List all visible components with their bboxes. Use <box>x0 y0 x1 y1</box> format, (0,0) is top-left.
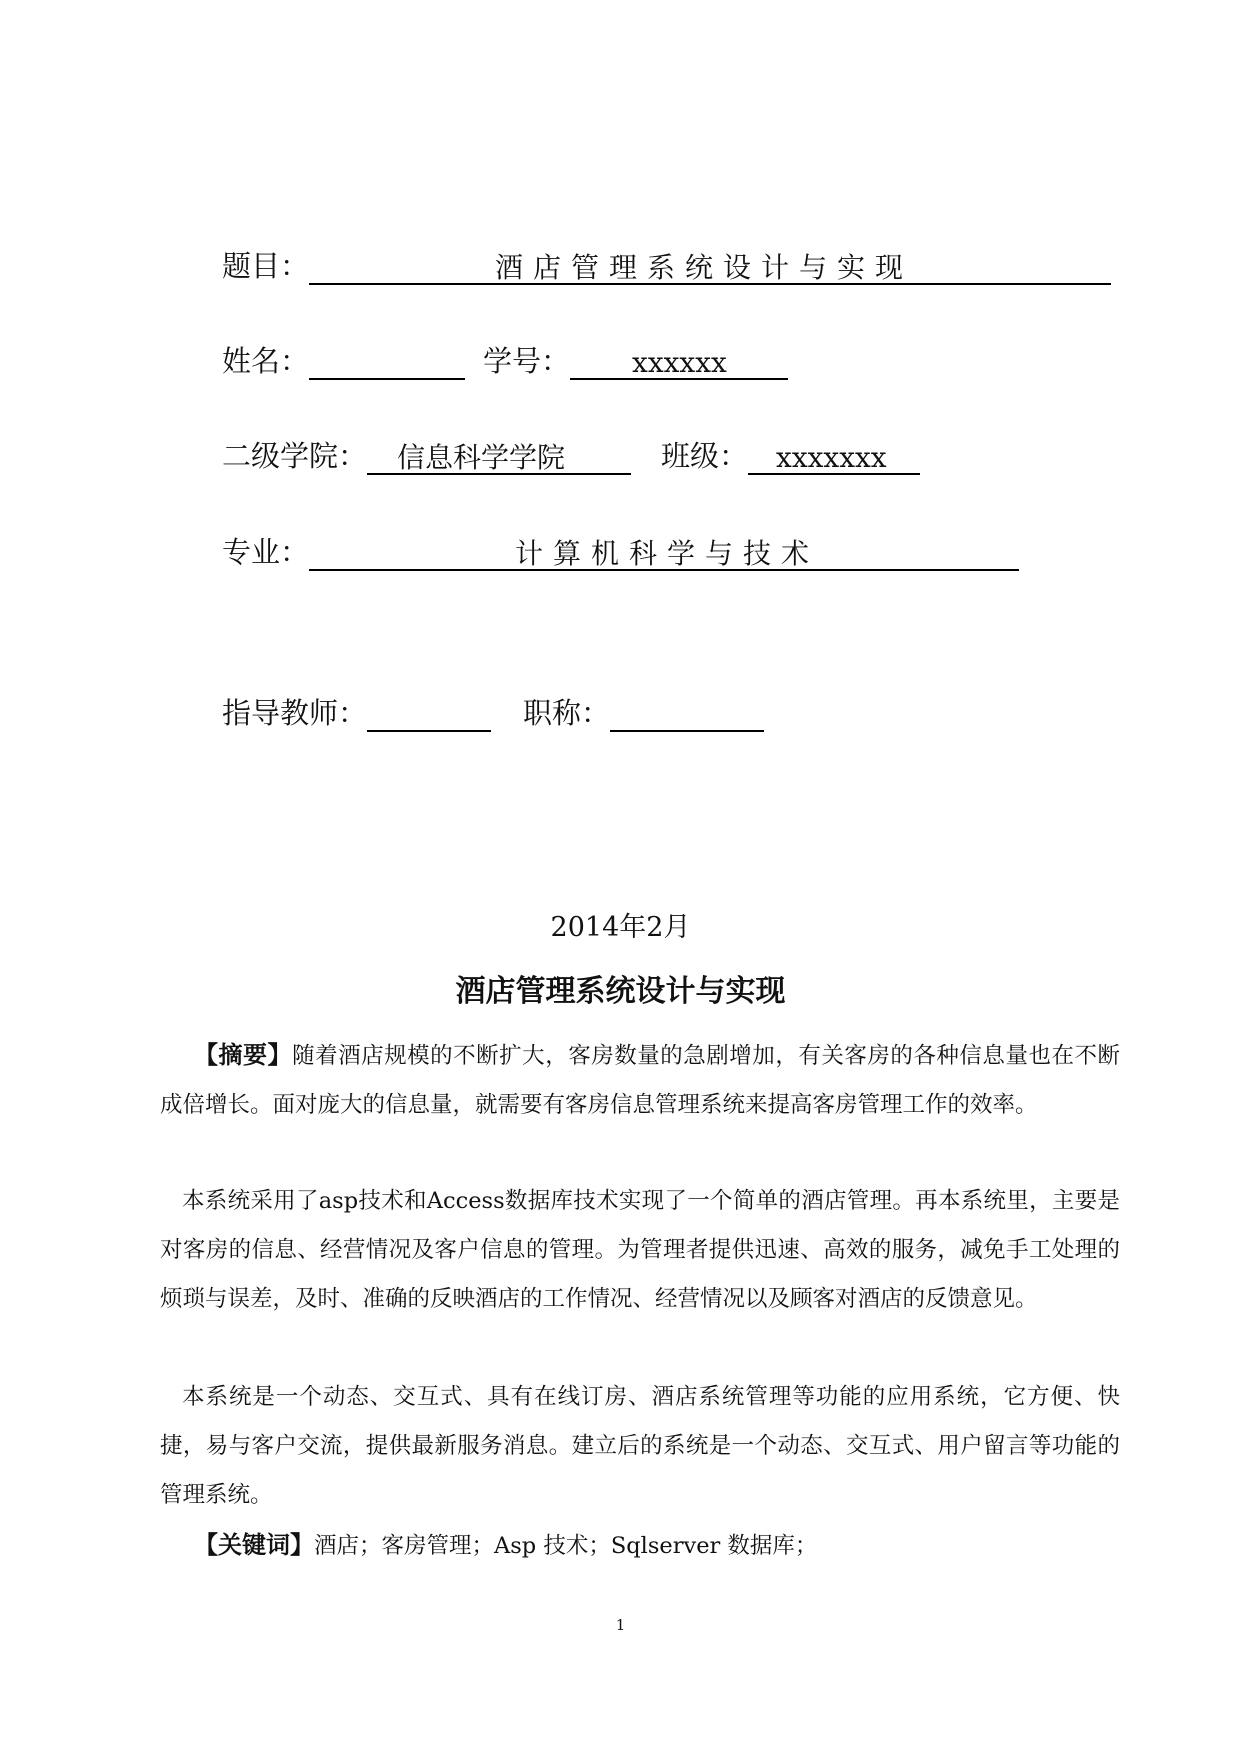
name-field <box>309 346 465 380</box>
advisor-field <box>367 698 491 732</box>
advisor-row <box>222 692 764 732</box>
keywords-line <box>160 1520 1120 1571</box>
cover-date: 2014年2月 <box>550 912 691 943</box>
keywords-tag: 【关键词】 <box>194 1530 314 1559</box>
advisor-label: 指导教师： <box>222 696 368 730</box>
name-label: 姓名： <box>222 344 310 378</box>
page-number: 1 <box>615 1616 626 1634</box>
student-id-label: 学号： <box>483 344 571 378</box>
title-rank-field <box>610 698 764 732</box>
major-label: 专业： <box>222 535 310 569</box>
name-id-row <box>222 340 788 380</box>
college-class-row <box>222 435 920 475</box>
topic-row <box>222 245 1111 285</box>
college-label: 二级学院： <box>222 439 368 473</box>
topic-label: 题目： <box>222 249 310 283</box>
major-row <box>222 531 1019 571</box>
abstract-title: 酒店管理系统设计与实现 <box>455 974 786 1009</box>
abstract-p1-text: 随着酒店规模的不断扩大，客房数量的急剧增加，有关客房的各种信息量也在不断成倍增长。面对庞大的信息量，就需要有客房信息管理系统来提高客房管理工作的效率。 <box>160 1043 1120 1118</box>
title-rank-label: 职称： <box>523 696 611 730</box>
class-field: xxxxxxx <box>748 441 920 475</box>
topic-field: 酒店管理系统设计与实现 <box>309 251 1111 285</box>
abstract-tag: 【摘要】 <box>194 1040 293 1069</box>
major-field: 计算机科学与技术 <box>309 537 1019 571</box>
college-field: 信息科学学院 <box>367 441 631 475</box>
abstract-paragraph-2: 本系统采用了asp技术和Access数据库技术实现了一个简单的酒店管理。再本系统里，主要是对客房的信息、经营情况及客户信息的管理。为管理者提供迅速、高效的服务，减免手工处理的烦琐与误差，及时、准确的反映酒店的工作情况、经营情况以及顾客对酒店的反馈意见。 <box>160 1188 1120 1312</box>
student-id-field: xxxxxx <box>570 346 788 380</box>
abstract-paragraph-3: 本系统是一个动态、交互式、具有在线订房、酒店系统管理等功能的应用系统，它方便、快捷，易与客户交流，提供最新服务消息。建立后的系统是一个动态、交互式、用户留言等功能的管理系统。 <box>160 1384 1120 1508</box>
abstract-paragraph-1 <box>160 1030 1120 1130</box>
keywords-text: 酒店；客房管理；Asp 技术；Sqlserver 数据库； <box>314 1533 818 1559</box>
class-label: 班级： <box>661 439 749 473</box>
